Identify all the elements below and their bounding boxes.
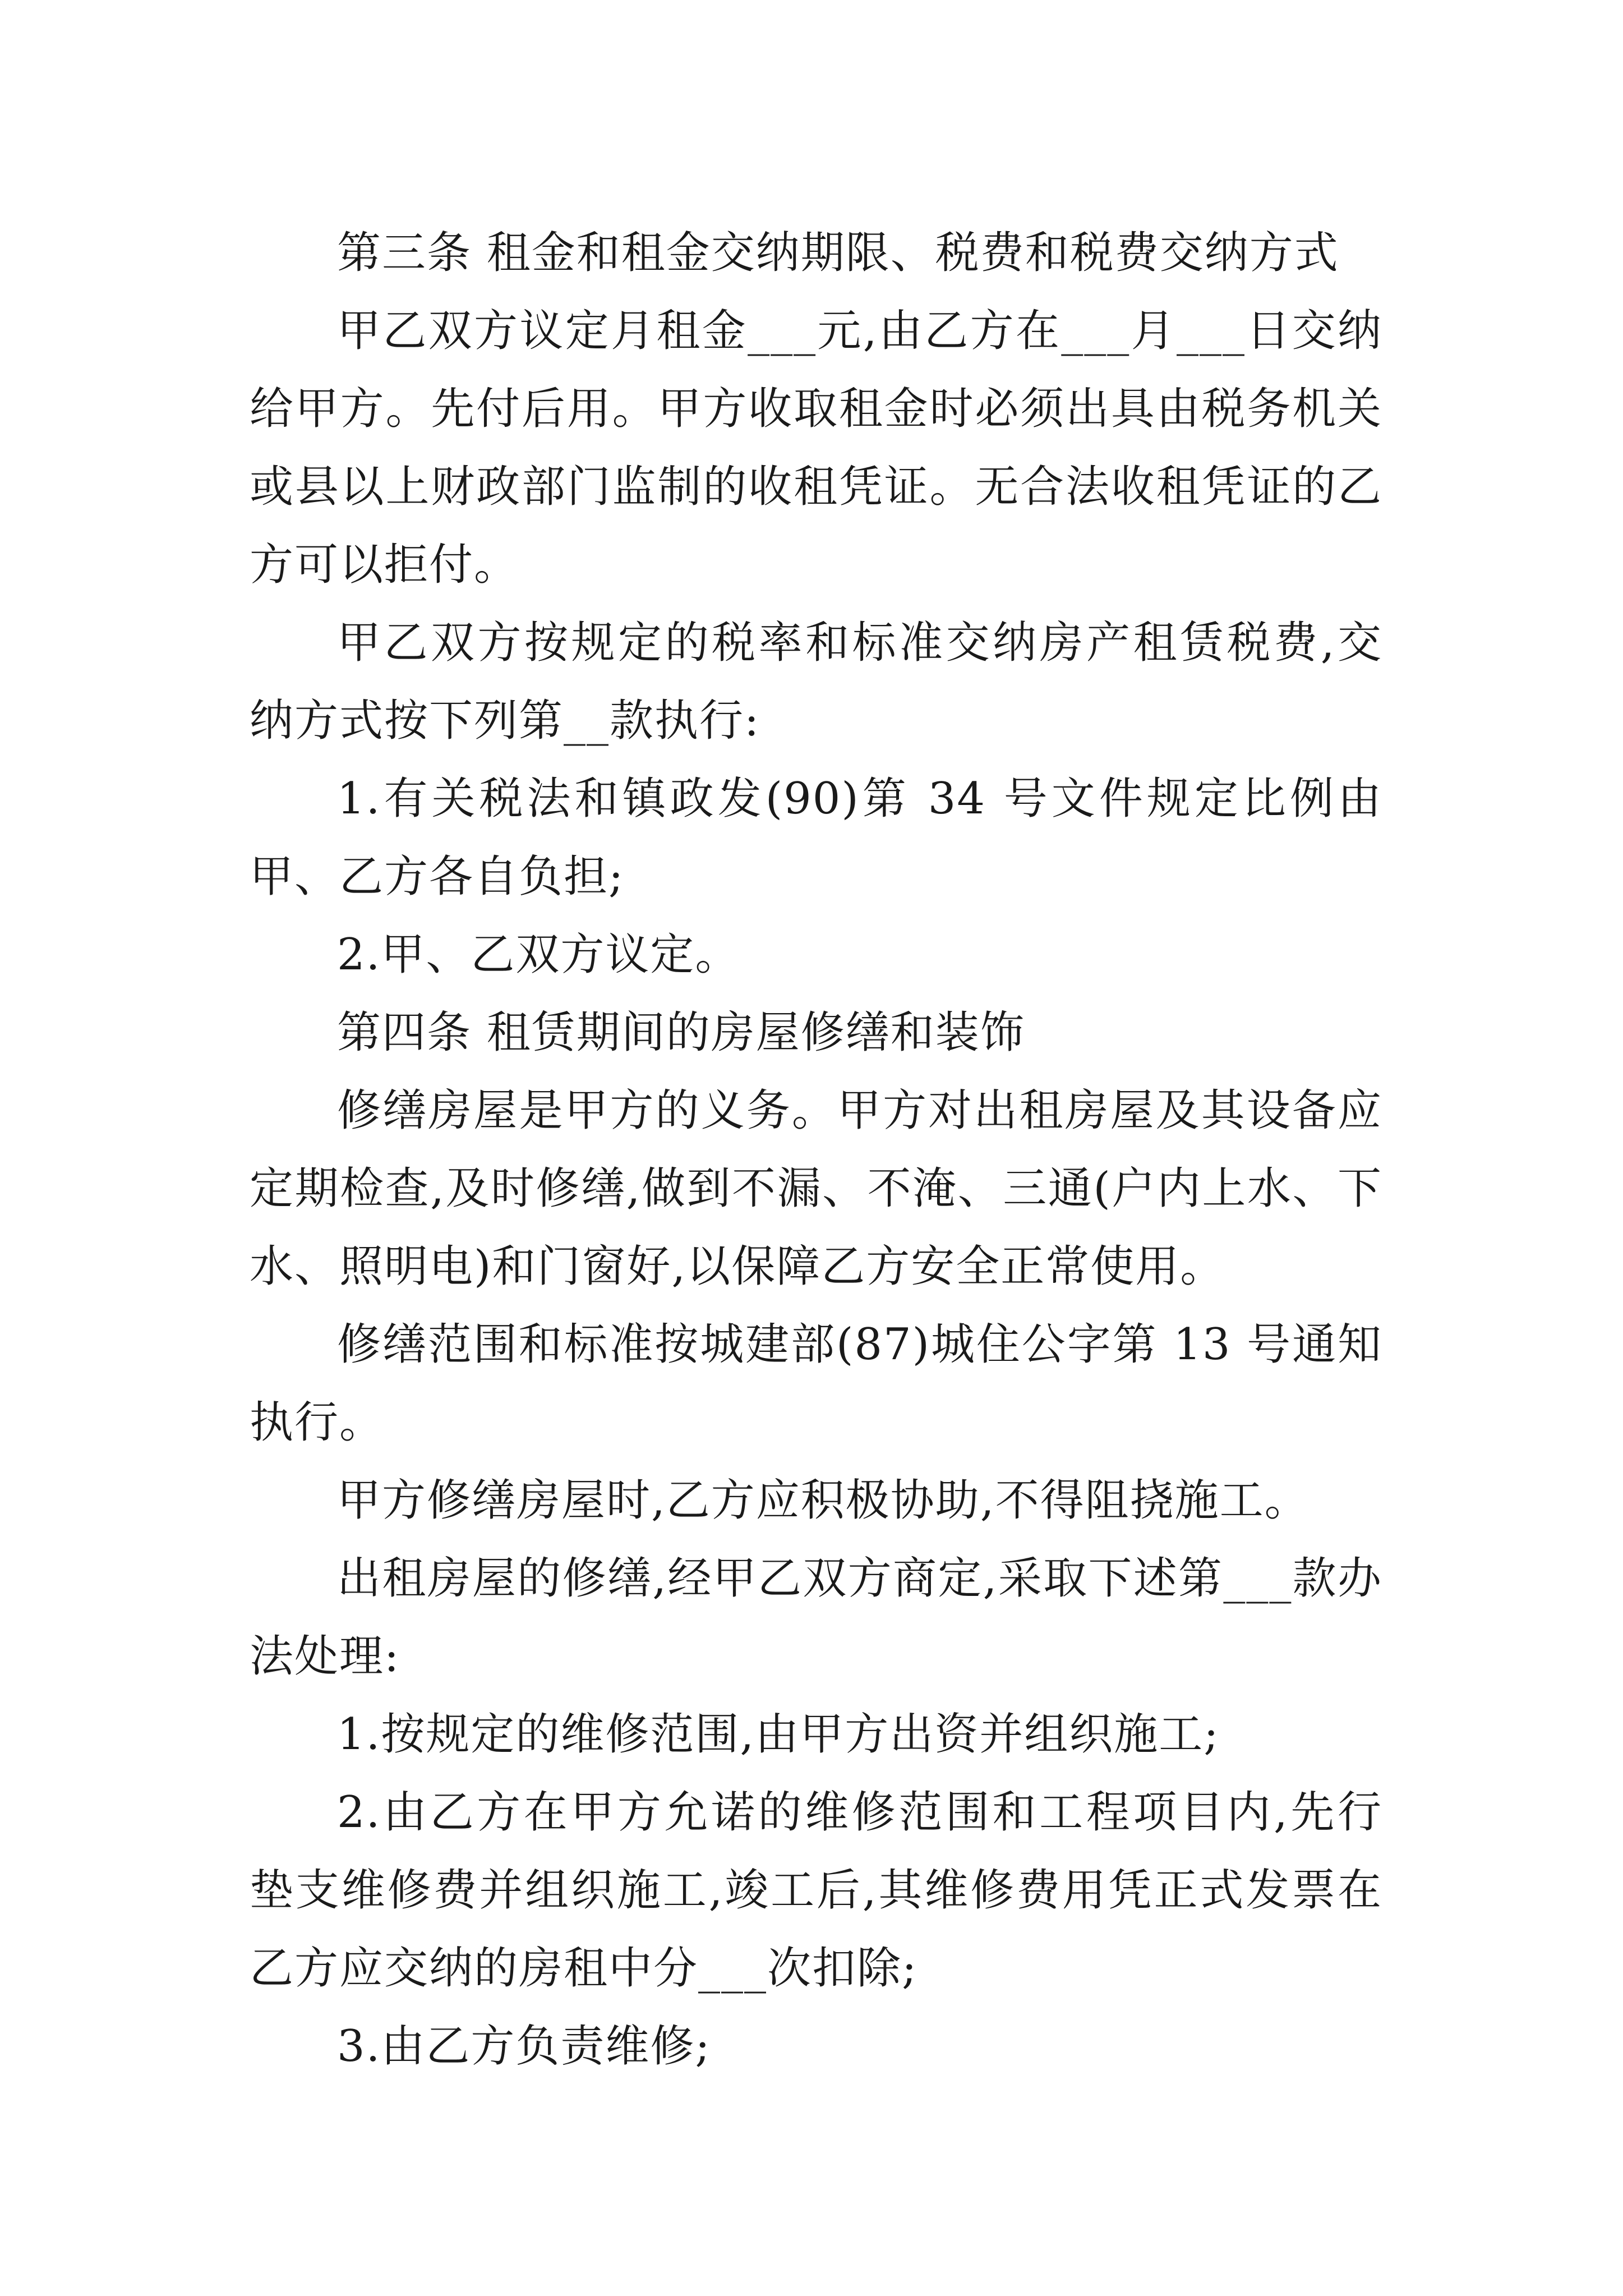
article-3-heading: 第三条 租金和租金交纳期限、税费和税费交纳方式 (337, 228, 1339, 278)
document-body (250, 214, 1382, 2086)
repair-cooperation-paragraph: 甲方修缮房屋时,乙方应积极协助,不得阻挠施工。 (337, 1475, 1310, 1526)
tax-payment-paragraph: 甲乙双方按规定的税率和标准交纳房产租赁税费,交纳方式按下列第__款执行: (250, 618, 1382, 746)
tax-option-1: 1.有关税法和镇政发(90)第 34 号文件规定比例由甲、乙方各自负担; (250, 774, 1382, 902)
rent-payment-paragraph: 甲乙双方议定月租金___元,由乙方在___月___日交纳给甲方。先付后用。甲方收取租金时必须出具由税务机关或县以上财政部门监制的收租凭证。无合法收租凭证的乙方可以拒付。 (250, 306, 1382, 590)
repair-option-2: 2.由乙方在甲方允诺的维修范围和工程项目内,先行垫支维修费并组织施工,竣工后,其维修费用凭正式发票在乙方应交纳的房租中分___次扣除; (250, 1787, 1382, 1994)
tax-option-2: 2.甲、乙双方议定。 (337, 930, 740, 980)
repair-duty-paragraph: 修缮房屋是甲方的义务。甲方对出租房屋及其设备应定期检查,及时修缮,做到不漏、不淹、三通(户内上水、下水、照明电)和门窗好,以保障乙方安全正常使用。 (250, 1085, 1382, 1292)
repair-option-1: 1.按规定的维修范围,由甲方出资并组织施工; (337, 1709, 1220, 1760)
repair-scope-paragraph: 修缮范围和标准按城建部(87)城住公字第 13 号通知执行。 (250, 1319, 1382, 1448)
repair-option-3: 3.由乙方负责维修; (337, 2021, 711, 2072)
repair-method-paragraph: 出租房屋的修缮,经甲乙双方商定,采取下述第___款办法处理: (250, 1553, 1382, 1682)
article-4-heading: 第四条 租赁期间的房屋修缮和装饰 (337, 1007, 1025, 1058)
